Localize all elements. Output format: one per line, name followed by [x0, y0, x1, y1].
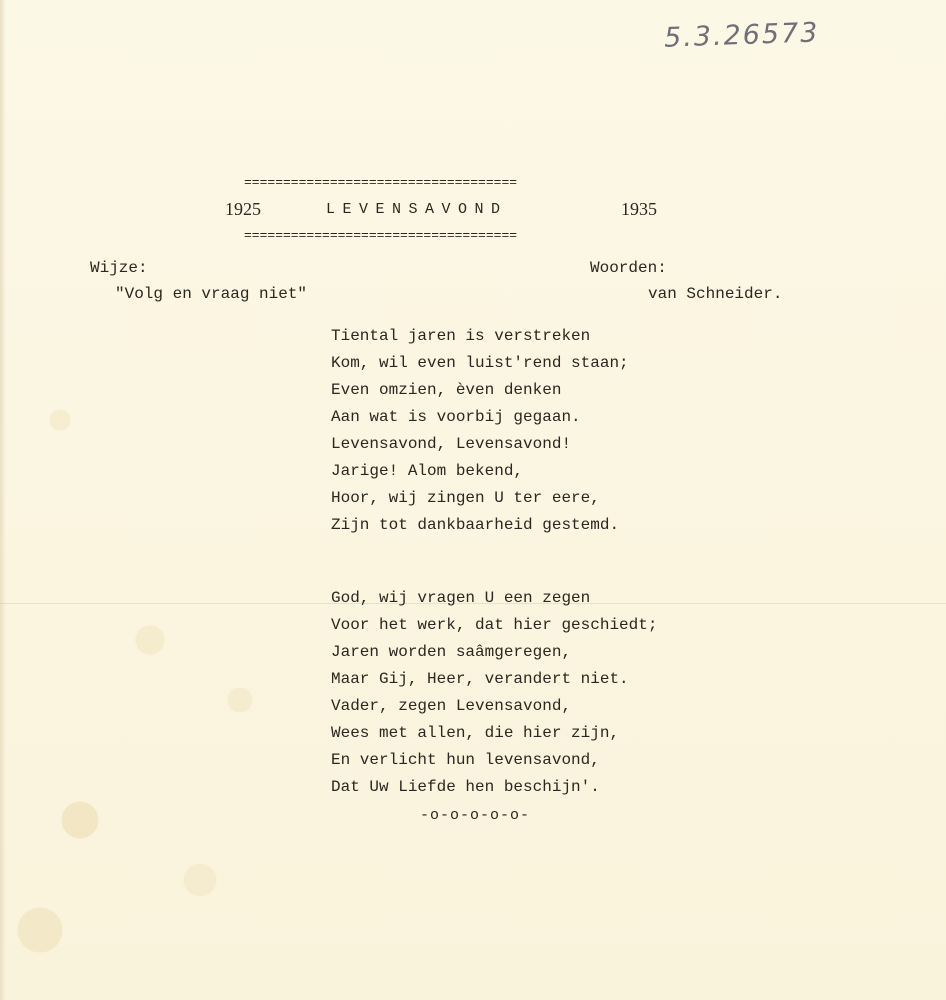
verse-line: Hoor, wij zingen U ter eere,: [331, 489, 600, 507]
verse-line: Wees met allen, die hier zijn,: [331, 724, 620, 742]
verse-line: En verlicht hun levensavond,: [331, 751, 600, 769]
verse-line: Zijn tot dankbaarheid gestemd.: [331, 516, 620, 534]
document-title: LEVENSAVOND: [326, 201, 508, 218]
verse-line: Maar Gij, Heer, verandert niet.: [331, 670, 629, 688]
year-start: 1925: [225, 199, 261, 219]
year-end: 1935: [621, 199, 657, 219]
verse-line: Even omzien, èven denken: [331, 381, 562, 399]
stanza-2: [331, 585, 657, 801]
verse-line: Tiental jaren is verstreken: [331, 327, 591, 345]
title-row: [0, 199, 946, 223]
verse-line: Kom, wil even luist'rend staan;: [331, 354, 629, 372]
title-rule-top: ===================================: [244, 176, 518, 189]
words-author: van Schneider.: [648, 285, 783, 303]
closing-ornament: -o-o-o-o-o-: [420, 807, 531, 824]
verse-line: Jaren worden saâmgeregen,: [331, 643, 572, 661]
archive-number-handwritten: 5.3.26573: [663, 17, 820, 54]
verse-line: Dat Uw Liefde hen beschijn'.: [331, 778, 600, 796]
tune-label: Wijze:: [90, 259, 148, 277]
tune-value: "Volg en vraag niet": [115, 285, 308, 303]
verse-line: Aan wat is voorbij gegaan.: [331, 408, 581, 426]
verse-line: Vader, zegen Levensavond,: [331, 697, 572, 715]
verse-line: Levensavond, Levensavond!: [331, 435, 572, 453]
title-rule-bottom: ===================================: [244, 229, 518, 242]
verse-line: Voor het werk, dat hier geschiedt;: [331, 616, 658, 634]
paper-edge: [0, 0, 6, 1000]
words-label: Woorden:: [590, 259, 667, 277]
verse-line: God, wij vragen U een zegen: [331, 589, 591, 607]
verse-line: Jarige! Alom bekend,: [331, 462, 524, 480]
stanza-1: [331, 323, 629, 539]
